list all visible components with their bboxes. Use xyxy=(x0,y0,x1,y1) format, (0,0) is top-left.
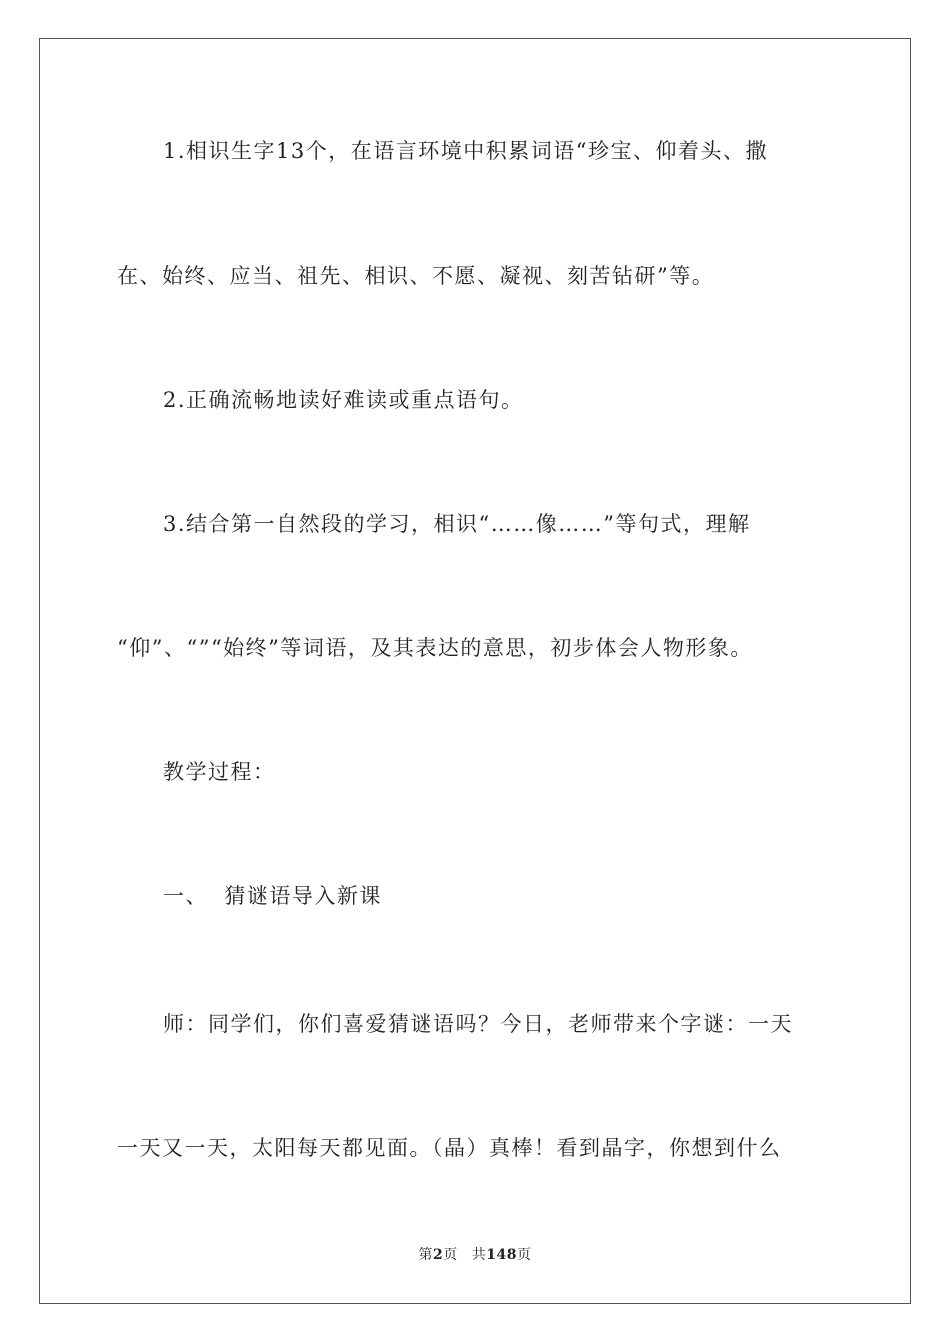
paragraph-teacher-line-1: 师：同学们，你们喜爱猜谜语吗？今日，老师带来个字谜：一天 xyxy=(163,1012,793,1036)
paragraph-objective-1-line-2: 在、始终、应当、祖先、相识、不愿、凝视、刻苦钻研”等。 xyxy=(117,264,715,288)
section-heading-riddle-intro: 一、 猜谜语导入新课 xyxy=(163,884,382,908)
paragraph-teacher-line-2: 一天又一天，太阳每天都见面。（晶）真棒！看到晶字，你想到什么 xyxy=(117,1136,782,1160)
footer-page-number: 2 xyxy=(433,1247,444,1263)
footer-total-suffix: 页 xyxy=(516,1247,532,1263)
page-border xyxy=(39,38,911,1304)
section-heading-teaching-process: 教学过程： xyxy=(163,760,276,784)
paragraph-objective-3-line-2: “仰”、“”“始终”等词语，及其表达的意思，初步体会人物形象。 xyxy=(117,636,753,660)
paragraph-objective-1-line-1: 1.相识生字13个，在语言环境中积累词语“珍宝、仰着头、撒 xyxy=(163,139,768,163)
footer-page-prefix: 第 xyxy=(418,1247,433,1263)
paragraph-objective-3-line-1: 3.结合第一自然段的学习，相识“……像……”等句式，理解 xyxy=(163,512,751,536)
footer-total-pages: 148 xyxy=(486,1247,517,1263)
footer-page-suffix: 页 xyxy=(443,1247,458,1263)
paragraph-objective-2: 2.正确流畅地读好难读或重点语句。 xyxy=(163,388,524,412)
page-footer xyxy=(0,1245,950,1265)
footer-total-prefix: 共 xyxy=(471,1247,487,1263)
